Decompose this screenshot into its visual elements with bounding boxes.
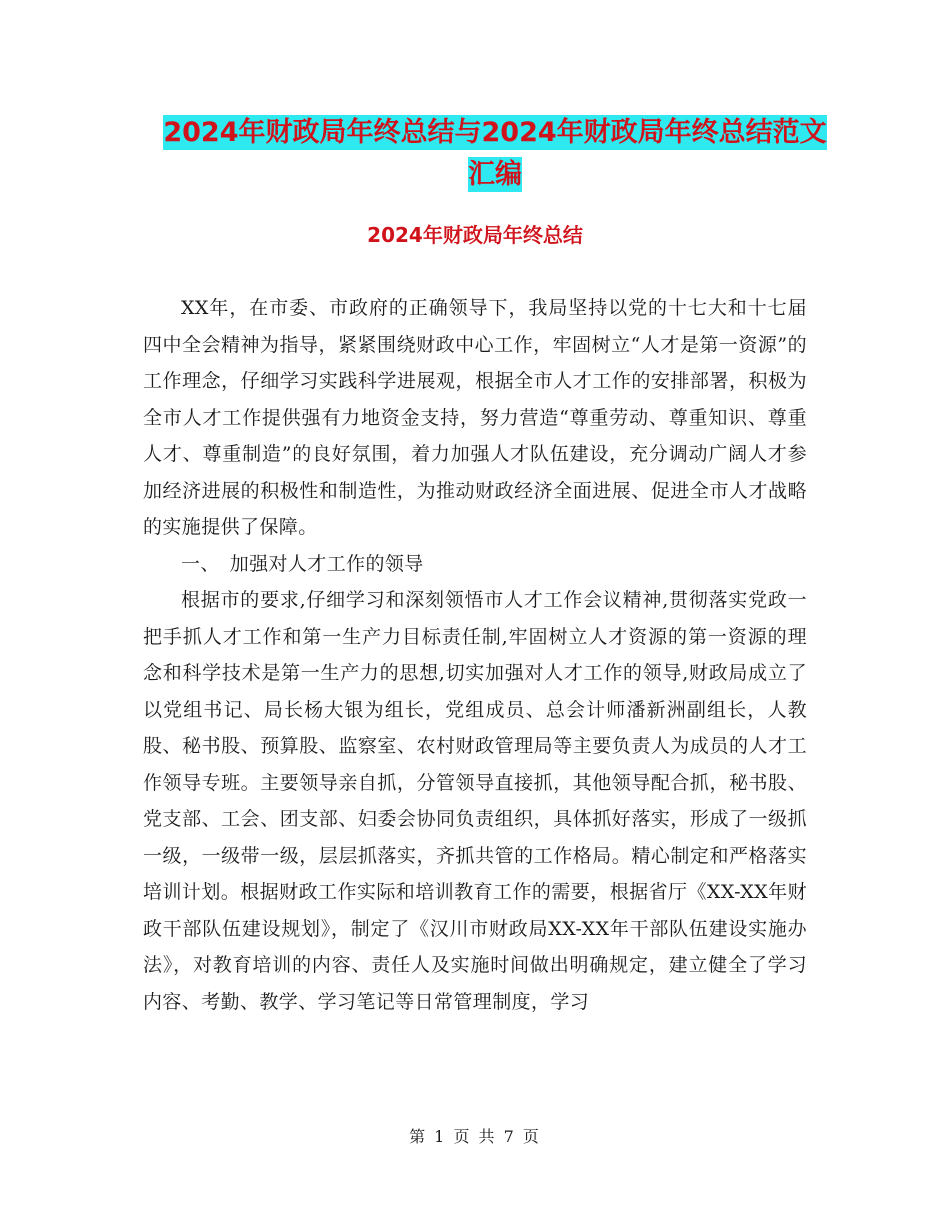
- document-title-line2: 汇编: [468, 159, 522, 190]
- document-title: [140, 112, 850, 196]
- section-title: 2024年财政局年终总结: [367, 223, 583, 247]
- paragraph-leadership: 根据市的要求,仔细学习和深刻领悟市人才工作会议精神,贯彻落实党政一把手抓人才工作和第一生产力目标责任制,牢固树立人才资源的第一资源的理念和科学技术是第一生产力的思想,切实加强对人才工作的领导,财政局成立了以党组书记、局长杨大银为组长，党组成员、总会计师潘新洲副组长，人教股、秘书股、预算股、监察室、农村财政管理局等主要负责人为成员的人才工作领导专班。主要领导亲自抓，分管领导直接抓，其他领导配合抓，秘书股、党支部、工会、团支部、妇委会协同负责组织，具体抓好落实，形成了一级抓一级，一级带一级，层层抓落实，齐抓共管的工作格局。精心制定和严格落实培训计划。根据财政工作实际和培训教育工作的需要，根据省厅《XX-XX年财政干部队伍建设规划》，制定了《汉川市财政局XX-XX年干部队伍建设实施办法》，对教育培训的内容、责任人及实施时间做出明确规定，建立健全了学习内容、考勤、教学、学习笔记等日常管理制度，学习: [143, 589, 807, 1013]
- page-number-footer: 第 1 页 共 7 页: [409, 1127, 541, 1146]
- heading-section-one: 一、 加强对人才工作的领导: [181, 552, 424, 575]
- paragraph-intro: XX年，在市委、市政府的正确领导下，我局坚持以党的十七大和十七届四中全会精神为指导，紧紧围绕财政中心工作，牢固树立“人才是第一资源”的工作理念，仔细学习实践科学进展观，根据全市人才工作的安排部署，积极为全市人才工作提供强有力地资金支持，努力营造“尊重劳动、尊重知识、尊重人才、尊重制造”的良好氛围，着力加强人才队伍建设，充分调动广阔人才参加经济进展的积极性和制造性，为推动财政经济全面进展、促进全市人才战略的实施提供了保障。: [143, 297, 807, 538]
- document-title-line1: 2024年财政局年终总结与2024年财政局年终总结范文: [163, 117, 827, 148]
- document-body: [143, 290, 807, 1020]
